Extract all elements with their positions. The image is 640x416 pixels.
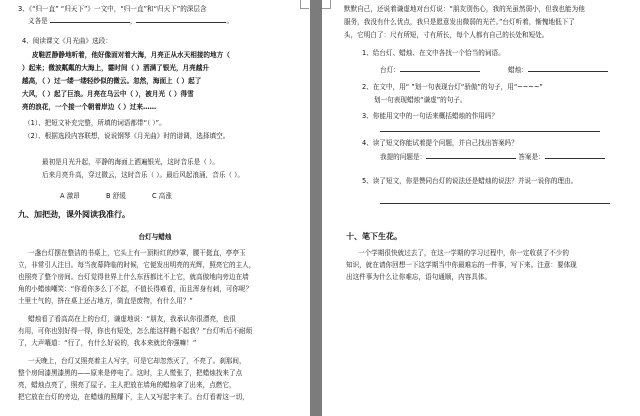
q3-blank-2[interactable] [136, 15, 226, 23]
rq1-lamp-blank[interactable] [400, 64, 480, 72]
q3-text: 3、《“归一直” “归天下”》一文中，“归一直”和“归天下”的深层含 [18, 5, 207, 13]
q4-title: 4、阅读课文《月光曲》选段： [22, 37, 112, 45]
q4-music1: 最初是月光升起，平静的海面上洒遍银光，这时音乐是（ ）。 [42, 158, 219, 166]
page-right [322, 0, 640, 416]
rq1-lamp-label: 台灯： [380, 66, 400, 74]
rq2-line1: 2、在文中，用“ ”划一句表现台灯“骄傲”的句子，用“~~~~” [362, 83, 543, 91]
rq1-candle-label: 蜡烛： [508, 66, 528, 74]
composition-line: 一个学期很快就过去了，在这一学期的学习过程中，你一定收获了不少的 [358, 249, 569, 257]
rq5-blank[interactable] [380, 196, 610, 204]
page-gap [310, 0, 322, 416]
right-story-line: 服务，我没有什么优点，我只是愿意发出微弱的光芒。”台灯听着，惭愧地低下了 [344, 18, 575, 26]
q4-options [60, 191, 172, 201]
story-title: 台灯与蜡烛 [138, 233, 172, 241]
rq4-question-label: 我提的问题是： [380, 153, 427, 161]
story-line: 角的小蜡烛嘲笑：“你看你多么丁不起，不值长得难看，而且浑身有刺，可你呢？ [18, 285, 253, 293]
section-9-heading: 九、加把劲，课外阅读我准行。 [18, 210, 130, 219]
story-line: 一盏台灯摆在整洁的书桌上，它头上有一顶粉红的纱罩，腰干挺直，亭亭玉 [28, 249, 246, 257]
q3-line2 [28, 15, 233, 26]
story-line: 也照亮了整个房间。台灯觉得世界上什么东西都比不上它，就高傲地向旁边在墙 [18, 273, 249, 281]
q3-end: 。 [226, 17, 234, 25]
rq4-answer-blank[interactable] [545, 151, 605, 159]
option-b[interactable]: B 舒缓 [106, 192, 126, 200]
q4-passage-line2: ）起来；微波粼粼的大海上，霎时间（ ）洒满了银光，月亮越升 [22, 64, 209, 72]
story-line: 把它放在台灯的旁边，在蜡烛的照耀下，主人又写起字来了。台灯看着这一切， [18, 393, 249, 401]
rq5-text: 5、读了短文，你是赞同台灯的说法还是蜡烛的说法？并说一说你的理由。 [362, 177, 578, 185]
rq5-answer-line [380, 196, 610, 207]
story-line: 了，大声嚷道：“行了，有什么好说的，我本来就比你强嘛！” [18, 339, 197, 347]
story-line: 整个房间漆黑漆黑的——原来是停电了。这时，主人慌张了，把蜡烛找来了点 [18, 369, 243, 377]
story-line: 一天晚上，台灯又照亮着主人写字，可是它却忽然灭了，不亮了。刹那间， [28, 357, 246, 365]
q4-music2: 后来月亮升高，穿过微云，这时音乐（ ）。最后风起浪涌，音乐（ ）。 [42, 171, 244, 179]
rq4-answer-label: 答案是： [518, 153, 545, 161]
q4-sub2: （2）、根据选段内容联想，说说钢琴《月光曲》时的谱调，选择填空。 [24, 132, 230, 140]
rq1-text: 1、给台灯、蜡烛、在文中各找一个恰当的词语。 [362, 49, 505, 57]
q3-blank-1[interactable] [50, 15, 130, 23]
option-c[interactable]: C 高涨 [152, 192, 172, 200]
story-line: 立，非常引人注目。每当夜幕降临的时候，它便发出明亮的光辉，照亮它的主人， [18, 261, 256, 269]
q3-comma: ， [129, 17, 137, 25]
right-story-line: 头，它明白了：尺有所短，寸有所长，每个人都有自己的长处和短处。 [344, 31, 549, 39]
story-line: 蜡烛看了看高高在上的台灯，谦虚地说：“朋友，我承认你很漂亮，也很 [28, 315, 236, 323]
rq3-answer-line [380, 124, 600, 135]
q3-line1 [18, 4, 207, 14]
rq1-candle-blank[interactable] [528, 64, 608, 72]
page-corner-mark [322, 0, 331, 9]
right-story-line: 默默自己，还说着谦虚地对台灯说：“朋友别伤心，我的光虽然弱小，但我也能为他 [344, 5, 585, 13]
q4-sub1: （1）、把短文补充完整，所填的词语都带“（ ）”。 [24, 119, 166, 127]
q4-passage-line5: 亮的浪花，一个接一个朝着岸边（ ）过来…… [22, 103, 157, 111]
q4-passage-line1: 皮鞋匠静静地听着，他好像面对着大海，月亮正从水天相接的地方（ [32, 51, 230, 59]
option-a[interactable]: A 激昂 [60, 192, 80, 200]
rq4-text: 4、读了短文你能试着提个问题，并自己找出答案吗？ [362, 139, 518, 147]
rq1-answers [380, 64, 608, 75]
rq3-text: 3、你能用文中的一句话来概括蜡烛的作用吗？ [362, 112, 499, 120]
composition-line: 出这件事为什么让你难忘，语句通顺，内容具体。 [346, 273, 492, 281]
q3-prefix: 义各是 [28, 17, 48, 25]
composition-line: 知识，就在请你回想一下这学期当中你最难忘的一件事，写下来。注意：要体现 [346, 261, 577, 269]
q4-passage-line4: 大风，（ ）起了巨浪。月亮在乌云中（ ），被月光（ ）得雪 [22, 90, 194, 98]
page-left [0, 0, 310, 416]
rq4-answers [380, 151, 605, 162]
story-line: 土里土气的，挤在桌上还占地方，简直是废物，有什么用？” [18, 297, 193, 305]
section-10-heading: 十、笔下生花。 [346, 232, 402, 241]
rq2-line2: 划一句表现蜡烛“谦虚”的句子。 [374, 96, 467, 104]
story-line: 有用，可你也别好得一得，你也有短处，怎么能这样瞧不起我？”台灯听后不耐烦 [18, 327, 253, 335]
rq3-blank[interactable] [380, 124, 600, 132]
story-line: 亮，蜡烛点亮了，照亮了屋子。主人把放在墙角的蜡烛拿了出来，点燃它， [18, 381, 236, 389]
rq4-question-blank[interactable] [426, 151, 516, 159]
q4-passage-line3: 越高，（ ）过一缕一缕轻纱似的微云。忽然，海面上（ ）起了 [22, 77, 202, 85]
page-corner-mark [300, 0, 309, 9]
